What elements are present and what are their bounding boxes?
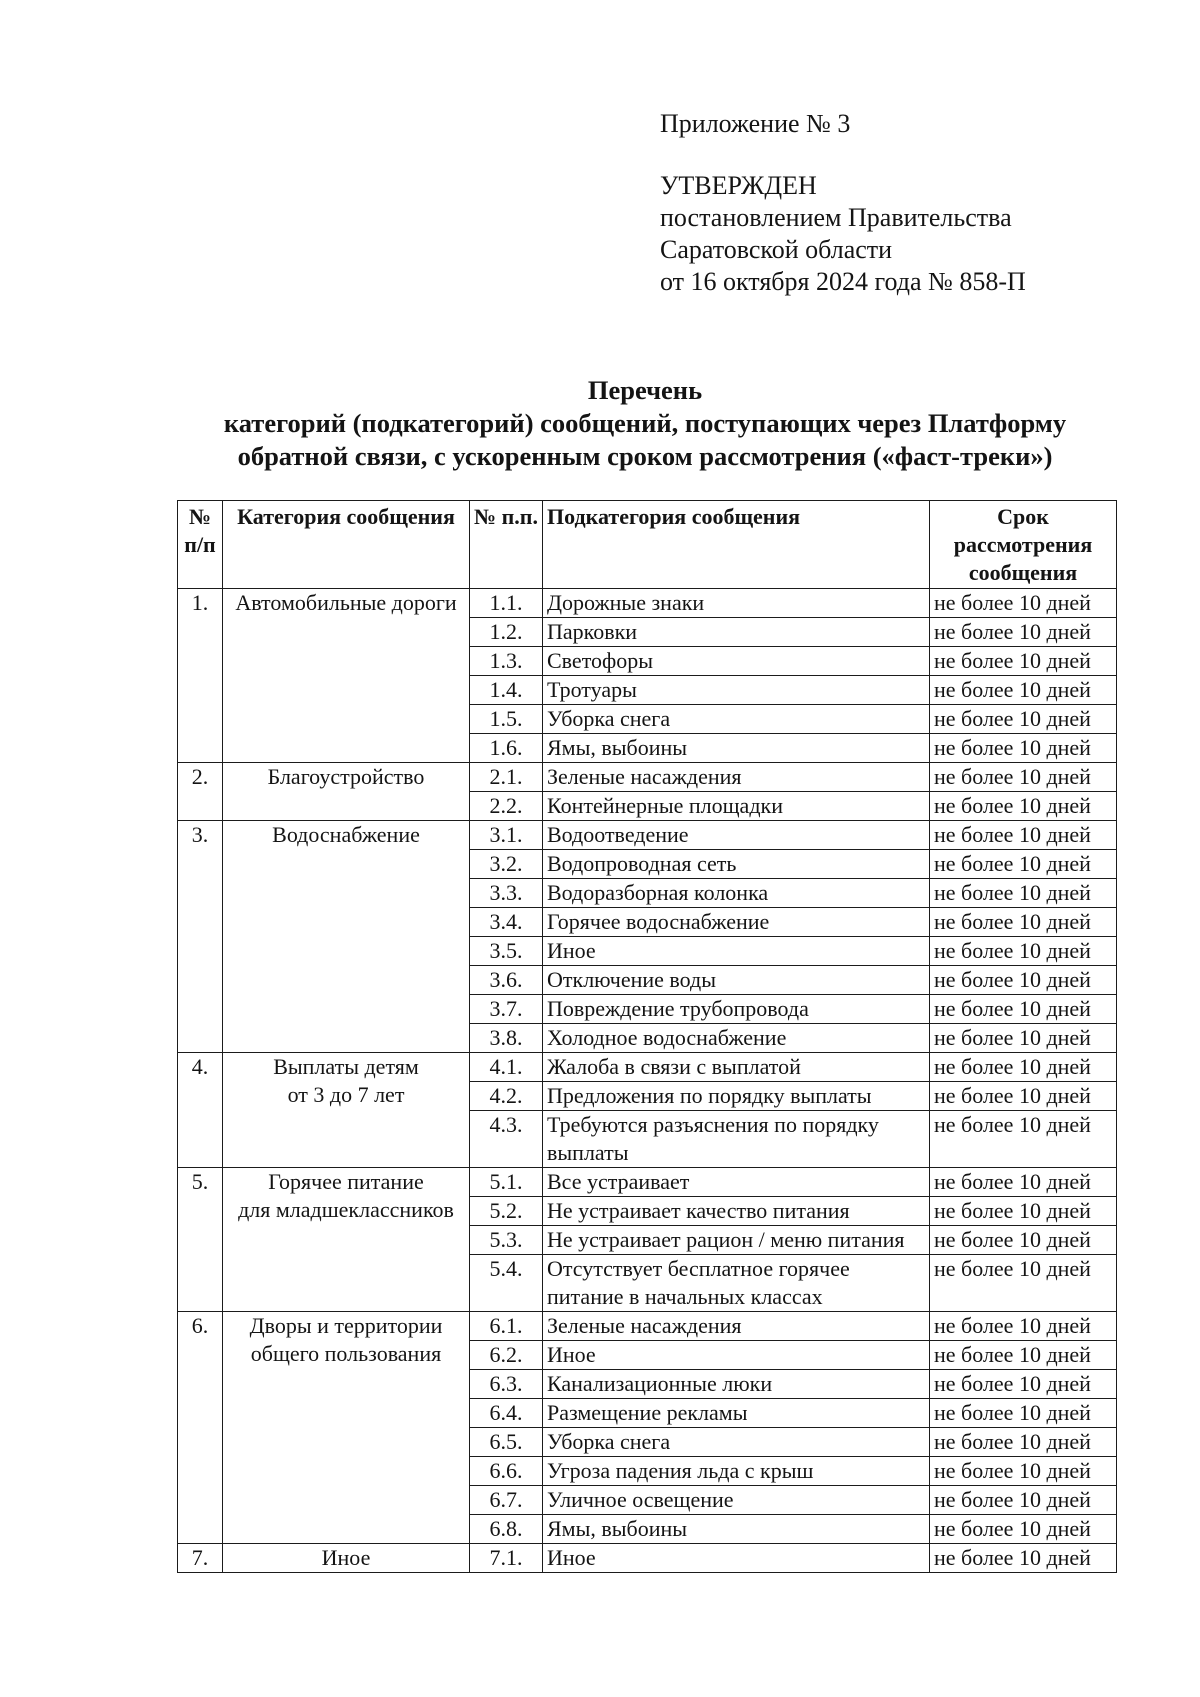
table-row [178, 1312, 1117, 1341]
subcategory-number: 3.7. [470, 995, 543, 1024]
subcategory-number: 1.3. [470, 647, 543, 676]
subcategory-name: Водопроводная сеть [543, 850, 930, 879]
approval-line-1: постановлением Правительства [660, 203, 1012, 232]
category-name: Автомобильные дороги [223, 589, 470, 763]
category-name: Выплаты детям от 3 до 7 лет [223, 1053, 470, 1168]
subcategory-number: 6.2. [470, 1341, 543, 1370]
category-number: 6. [178, 1312, 223, 1544]
subcategory-number: 6.7. [470, 1486, 543, 1515]
table-row [178, 763, 1117, 792]
subcategory-name: Тротуары [543, 676, 930, 705]
subcategory-name: Иное [543, 1544, 930, 1573]
subcategory-name: Уборка снега [543, 705, 930, 734]
category-name: Водоснабжение [223, 821, 470, 1053]
review-term: не более 10 дней [930, 705, 1117, 734]
subcategory-number: 3.1. [470, 821, 543, 850]
review-term: не более 10 дней [930, 734, 1117, 763]
subcategory-name: Ямы, выбоины [543, 1515, 930, 1544]
title-line-1: Перечень [587, 375, 703, 405]
approval-header [660, 108, 1026, 298]
header-sub-no: № п.п. [470, 501, 543, 589]
category-number: 3. [178, 821, 223, 1053]
review-term: не более 10 дней [930, 937, 1117, 966]
subcategory-name: Требуются разъяснения по порядку выплаты [543, 1111, 930, 1168]
review-term: не более 10 дней [930, 1255, 1117, 1312]
subcategory-number: 7.1. [470, 1544, 543, 1573]
header-subcategory: Подкатегория сообщения [543, 501, 930, 589]
review-term: не более 10 дней [930, 1544, 1117, 1573]
approved-label: УТВЕРЖДЕН [660, 171, 817, 200]
subcategory-number: 5.4. [470, 1255, 543, 1312]
subcategory-number: 5.1. [470, 1168, 543, 1197]
table-header-row [178, 501, 1117, 589]
subcategory-name: Предложения по порядку выплаты [543, 1082, 930, 1111]
review-term: не более 10 дней [930, 1486, 1117, 1515]
subcategory-name: Повреждение трубопровода [543, 995, 930, 1024]
category-name: Горячее питание для младшеклассников [223, 1168, 470, 1312]
title-line-2: категорий (подкатегорий) сообщений, поступающих через Платформу [223, 408, 1067, 438]
subcategory-name: Не устраивает рацион / меню питания [543, 1226, 930, 1255]
table-row [178, 821, 1117, 850]
category-name: Иное [223, 1544, 470, 1573]
subcategory-number: 1.4. [470, 676, 543, 705]
subcategory-number: 4.2. [470, 1082, 543, 1111]
review-term: не более 10 дней [930, 1457, 1117, 1486]
header-category: Категория сообщения [223, 501, 470, 589]
category-name: Дворы и территории общего пользования [223, 1312, 470, 1544]
review-term: не более 10 дней [930, 1024, 1117, 1053]
subcategory-number: 4.1. [470, 1053, 543, 1082]
subcategory-name: Ямы, выбоины [543, 734, 930, 763]
review-term: не более 10 дней [930, 1341, 1117, 1370]
review-term: не более 10 дней [930, 1370, 1117, 1399]
title-line-3: обратной связи, с ускоренным сроком рассмотрения («фаст-треки») [237, 441, 1053, 471]
review-term: не более 10 дней [930, 1082, 1117, 1111]
document-title [170, 374, 1120, 473]
subcategory-number: 6.5. [470, 1428, 543, 1457]
subcategory-number: 2.1. [470, 763, 543, 792]
header-no: № п/п [178, 501, 223, 589]
subcategory-number: 6.3. [470, 1370, 543, 1399]
subcategory-number: 3.8. [470, 1024, 543, 1053]
subcategory-name: Уборка снега [543, 1428, 930, 1457]
review-term: не более 10 дней [930, 647, 1117, 676]
subcategory-number: 6.4. [470, 1399, 543, 1428]
category-number: 5. [178, 1168, 223, 1312]
subcategory-number: 6.8. [470, 1515, 543, 1544]
fast-track-table [177, 500, 1117, 1573]
review-term: не более 10 дней [930, 966, 1117, 995]
subcategory-name: Иное [543, 1341, 930, 1370]
subcategory-name: Зеленые насаждения [543, 1312, 930, 1341]
subcategory-number: 1.2. [470, 618, 543, 647]
subcategory-number: 3.5. [470, 937, 543, 966]
category-number: 1. [178, 589, 223, 763]
subcategory-name: Водоразборная колонка [543, 879, 930, 908]
subcategory-name: Горячее водоснабжение [543, 908, 930, 937]
review-term: не более 10 дней [930, 1515, 1117, 1544]
review-term: не более 10 дней [930, 1399, 1117, 1428]
table-row [178, 1544, 1117, 1573]
subcategory-number: 5.3. [470, 1226, 543, 1255]
approval-line-3: от 16 октября 2024 года № 858-П [660, 267, 1026, 296]
subcategory-name: Холодное водоснабжение [543, 1024, 930, 1053]
category-number: 4. [178, 1053, 223, 1168]
review-term: не более 10 дней [930, 792, 1117, 821]
review-term: не более 10 дней [930, 1197, 1117, 1226]
review-term: не более 10 дней [930, 1053, 1117, 1082]
subcategory-number: 2.2. [470, 792, 543, 821]
table-body [178, 589, 1117, 1573]
review-term: не более 10 дней [930, 763, 1117, 792]
review-term: не более 10 дней [930, 1226, 1117, 1255]
subcategory-name: Зеленые насаждения [543, 763, 930, 792]
header-term: Срок рассмотрения сообщения [930, 501, 1117, 589]
table-row [178, 589, 1117, 618]
category-number: 7. [178, 1544, 223, 1573]
subcategory-number: 3.2. [470, 850, 543, 879]
category-number: 2. [178, 763, 223, 821]
review-term: не более 10 дней [930, 821, 1117, 850]
subcategory-number: 3.4. [470, 908, 543, 937]
subcategory-name: Не устраивает качество питания [543, 1197, 930, 1226]
subcategory-name: Размещение рекламы [543, 1399, 930, 1428]
subcategory-name: Канализационные люки [543, 1370, 930, 1399]
subcategory-name: Все устраивает [543, 1168, 930, 1197]
review-term: не более 10 дней [930, 908, 1117, 937]
review-term: не более 10 дней [930, 676, 1117, 705]
subcategory-number: 6.6. [470, 1457, 543, 1486]
review-term: не более 10 дней [930, 850, 1117, 879]
subcategory-name: Угроза падения льда с крыш [543, 1457, 930, 1486]
subcategory-number: 6.1. [470, 1312, 543, 1341]
subcategory-name: Контейнерные площадки [543, 792, 930, 821]
review-term: не более 10 дней [930, 995, 1117, 1024]
review-term: не более 10 дней [930, 1168, 1117, 1197]
subcategory-name: Иное [543, 937, 930, 966]
appendix-label: Приложение № 3 [660, 109, 851, 138]
subcategory-name: Парковки [543, 618, 930, 647]
subcategory-name: Дорожные знаки [543, 589, 930, 618]
review-term: не более 10 дней [930, 618, 1117, 647]
subcategory-number: 1.5. [470, 705, 543, 734]
subcategory-name: Отсутствует бесплатное горячее питание в начальных классах [543, 1255, 930, 1312]
subcategory-name: Водоотведение [543, 821, 930, 850]
subcategory-name: Светофоры [543, 647, 930, 676]
subcategory-number: 3.6. [470, 966, 543, 995]
subcategory-name: Отключение воды [543, 966, 930, 995]
subcategory-number: 5.2. [470, 1197, 543, 1226]
table-row [178, 1053, 1117, 1082]
review-term: не более 10 дней [930, 589, 1117, 618]
subcategory-name: Уличное освещение [543, 1486, 930, 1515]
review-term: не более 10 дней [930, 1312, 1117, 1341]
subcategory-number: 3.3. [470, 879, 543, 908]
category-name: Благоустройство [223, 763, 470, 821]
review-term: не более 10 дней [930, 1428, 1117, 1457]
review-term: не более 10 дней [930, 1111, 1117, 1168]
subcategory-number: 1.6. [470, 734, 543, 763]
approval-line-2: Саратовской области [660, 235, 893, 264]
subcategory-name: Жалоба в связи с выплатой [543, 1053, 930, 1082]
subcategory-number: 1.1. [470, 589, 543, 618]
review-term: не более 10 дней [930, 879, 1117, 908]
table-row [178, 1168, 1117, 1197]
subcategory-number: 4.3. [470, 1111, 543, 1168]
